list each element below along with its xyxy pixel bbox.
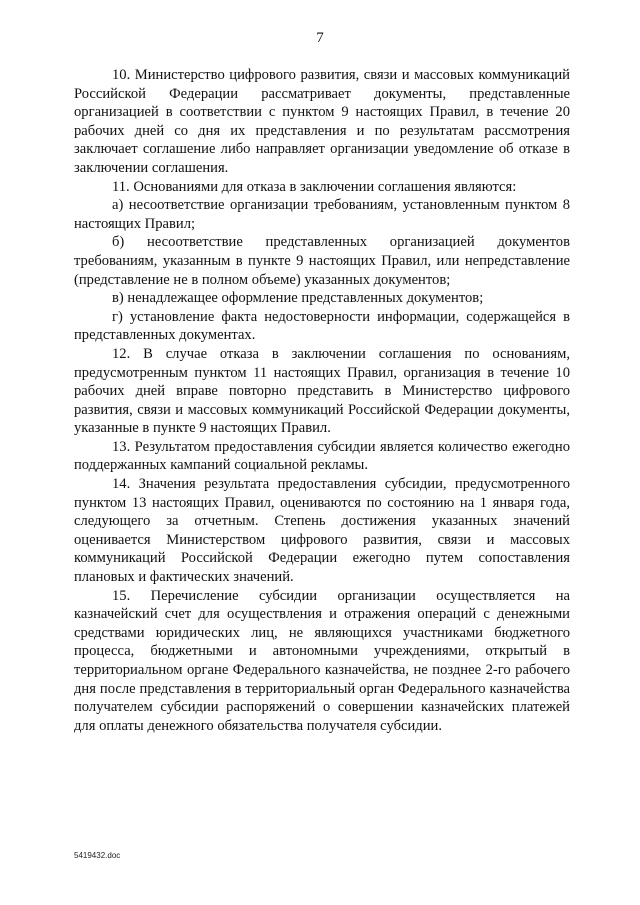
document-file-code: 5419432.doc [74,851,121,860]
paragraph-12: 12. В случае отказа в заключении соглашения по основаниям, предусмотренным пунктом 11 настоящих Правил, организация в течение 10 рабочих дней вправе повторно представить в Министерство цифрового развития, связи и массовых коммуникаций Российской Федерации документы, указанные в пункте 9 настоящих Правил. [74,345,570,437]
paragraph-11-b: б) несоответствие представленных организацией документов требованиям, указанным в пункте 9 настоящих Правил, или непредставление (представление не в полном объеме) указанных документов; [74,234,570,288]
paragraph-13: 13. Результатом предоставления субсидии является количество ежегодно поддержанных кампаний социальной рекламы. [74,438,570,474]
paragraph-11-v: в) ненадлежащее оформление представленных документов; [112,290,484,307]
paragraph-10: 10. Министерство цифрового развития, связи и массовых коммуникаций Российской Федерации рассматривает документы, представленные организацией в соответствии с пунктом 9 настоящих Правил, в течение 20 рабочих дней со дня их представления и по результатам рассмотрения заключает соглашение либо направляет организации уведомление об отказе в заключении соглашения. [74,67,570,176]
paragraph-11-a: а) несоответствие организации требованиям, установленным пунктом 8 настоящих Правил; [74,197,570,232]
paragraph-11-g: г) установление факта недостоверности информации, содержащейся в представленных документах. [74,308,570,344]
paragraph-11: 11. Основаниями для отказа в заключении соглашения являются: [112,178,517,195]
page-number: 7 [316,30,324,46]
paragraph-14: 14. Значения результата предоставления субсидии, предусмотренного пунктом 13 настоящих Правил, оцениваются по состоянию на 1 января года, следующего за отчетным. Степень достижения указанных значений оценивается Министерством цифрового развития, связи и массовых коммуникаций Российской Федерации ежегодно путем сопоставления плановых и фактических значений. [74,476,570,586]
paragraph-15: 15. Перечисление субсидии организации осуществляется на казначейский счет для осуществления и отражения операций с денежными средствами юридических лиц, не являющихся участниками бюджетного процесса, бюджетными и автономными учреждениями, открытый в территориальном органе Федерального казначейства, не позднее 2-го рабочего дня после представления в территориальный орган Федерального казначейства получателем субсидии распоряжений о совершении казначейских платежей для оплаты денежного обязательства получателя субсидии. [74,587,570,734]
document-body [74,66,570,735]
